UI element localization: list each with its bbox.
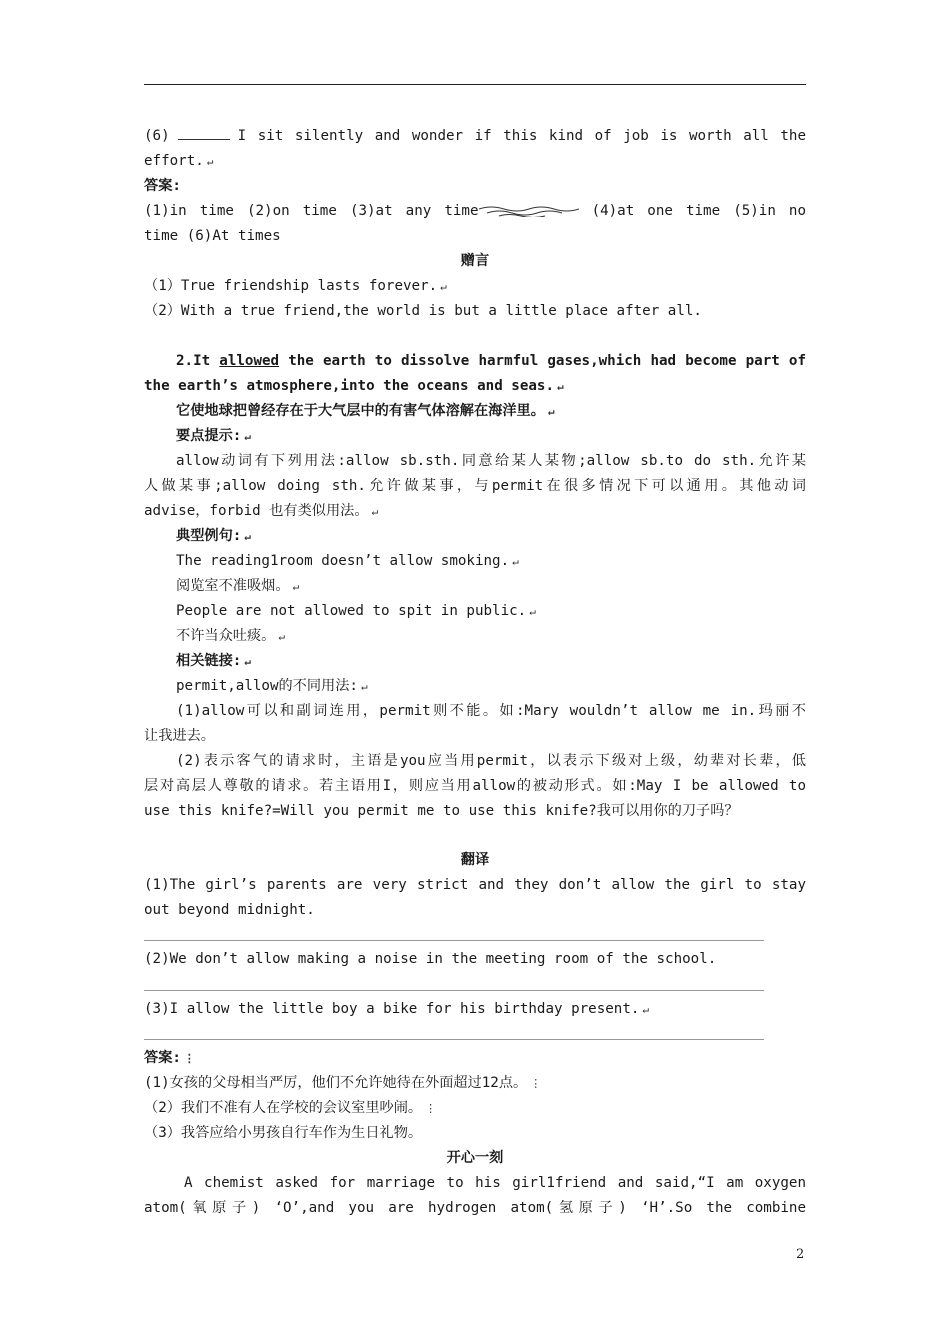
- paragraph-mark-icon: ↵: [292, 580, 300, 593]
- wavy-underline-icon: [479, 205, 579, 217]
- answers-2-heading: 答案: ⋮: [144, 1046, 806, 1071]
- example-en-1: The reading1room doesn’t allow smoking. ↵: [176, 549, 838, 574]
- answer-line: [144, 1039, 764, 1040]
- keypoints-line-2: 人做某事;allow doing sth.允许做某事，与permit在很多情况下可以通用。其他动词: [144, 478, 806, 494]
- related-p1-line-2: 让我进去。: [144, 728, 215, 744]
- keypoints-heading: 要点提示: ↵: [176, 424, 838, 449]
- header-rule: [144, 84, 806, 85]
- paragraph-mark-icon: ↵: [529, 605, 536, 618]
- paragraph-mark-icon: ↵: [244, 430, 251, 443]
- keypoints-line-3: advise，forbid 也有类似用法。 ↵: [144, 499, 806, 524]
- paragraph-mark-icon: ⋮: [530, 1077, 542, 1090]
- paragraph-mark-icon: ↵: [360, 680, 368, 693]
- example-zh-2: 不许当众吐痰。 ↵: [176, 624, 838, 649]
- answer-blank: [178, 125, 230, 140]
- paragraph-mark-icon: ↵: [244, 530, 251, 543]
- paragraph-mark-icon: ↵: [371, 505, 379, 518]
- answer-line: [144, 990, 764, 991]
- related-intro: permit,allow的不同用法: ↵: [176, 674, 838, 699]
- related-p2-line-3: use this knife?=Will you permit me to use this knife?我可以用你的刀子吗？: [144, 803, 739, 819]
- section-title-gift: 赠言: [460, 253, 490, 269]
- gift-line-1: （1）True friendship lasts forever. ↵: [144, 274, 806, 299]
- paragraph-mark-icon: ↵: [278, 630, 285, 643]
- exercise-6-line-1: (6) I sit silently and wonder if this kind of job is worth all the: [144, 124, 806, 149]
- sentence-2-line-1: 2.It allowed the earth to dissolve harmful gases,which had become part of: [176, 353, 806, 369]
- exercise-6-line-2: effort. ↵: [144, 149, 806, 174]
- paragraph-mark-icon: ↵: [512, 555, 519, 568]
- paragraph-mark-icon: ↵: [244, 655, 251, 668]
- paragraph-mark-icon: ⋮: [425, 1102, 437, 1115]
- fun-line-1: A chemist asked for marriage to his girl1friend and said,“I am oxygen: [184, 1175, 806, 1191]
- fun-line-2: atom(氧原子) ‘O’,and you are hydrogen atom(氢原子) ‘H’.So the combine: [144, 1200, 806, 1216]
- answer-line: [144, 940, 764, 941]
- answers-2-line-2: （2）我们不准有人在学校的会议室里吵闹。 ⋮: [144, 1096, 806, 1121]
- paragraph-mark-icon: ↵: [642, 1003, 650, 1016]
- section-title-translate: 翻译: [460, 852, 490, 868]
- translate-q2: (2)We don’t allow making a noise in the meeting room of the school.: [144, 951, 717, 967]
- sentence-2-translation: 它使地球把曾经存在于大气层中的有害气体溶解在海洋里。 ↵: [176, 399, 838, 424]
- answers-line-2: time (6)At times: [144, 228, 281, 244]
- section-title-fun: 开心一刻: [446, 1150, 504, 1166]
- answers-line-1: (1)in time (2)on time (3)at any time (4)at one time (5)in no: [144, 203, 807, 219]
- answers-heading: 答案:: [144, 178, 181, 194]
- sentence-2-line-2: the earth’s atmosphere,into the oceans and seas. ↵: [144, 374, 806, 399]
- translate-q1-line-2: out beyond midnight.: [144, 902, 315, 918]
- paragraph-mark-icon: ↵: [440, 280, 447, 293]
- related-heading: 相关链接: ↵: [176, 649, 838, 674]
- example-zh-1: 阅览室不准吸烟。 ↵: [176, 574, 838, 599]
- paragraph-mark-icon: ⋮: [183, 1052, 195, 1065]
- paragraph-mark-icon: ↵: [206, 155, 214, 168]
- answers-2-line-3: （3）我答应给小男孩自行车作为生日礼物。: [144, 1125, 423, 1141]
- related-p1-line-1: (1)allow可以和副词连用，permit则不能。如:Mary wouldn’t allow me in.玛丽不: [176, 703, 806, 719]
- translate-q1-line-1: (1)The girl’s parents are very strict and they don’t allow the girl to stay: [144, 877, 806, 893]
- translate-q3: (3)I allow the little boy a bike for his birthday present. ↵: [144, 997, 806, 1022]
- answers-2-line-1: (1)女孩的父母相当严厉，他们不允许她待在外面超过12点。 ⋮: [144, 1071, 806, 1096]
- examples-heading: 典型例句: ↵: [176, 524, 838, 549]
- related-p2-line-2: 层对高层人尊敬的请求。若主语用I，则应当用allow的被动形式。如:May I be allowed to: [144, 778, 806, 794]
- keypoints-line-1: allow动词有下列用法:allow sb.sth.同意给某人某物;allow sb.to do sth.允许某: [176, 453, 806, 469]
- paragraph-mark-icon: ↵: [547, 405, 555, 418]
- gift-line-2: （2）With a true friend,the world is but a little place after all.: [144, 303, 702, 319]
- related-p2-line-1: (2)表示客气的请求时，主语是you应当用permit，以表示下级对上级，幼辈对长辈，低: [176, 753, 806, 769]
- paragraph-mark-icon: ↵: [557, 380, 564, 393]
- page-number: 2: [796, 1247, 805, 1262]
- example-en-2: People are not allowed to spit in public. ↵: [176, 599, 838, 624]
